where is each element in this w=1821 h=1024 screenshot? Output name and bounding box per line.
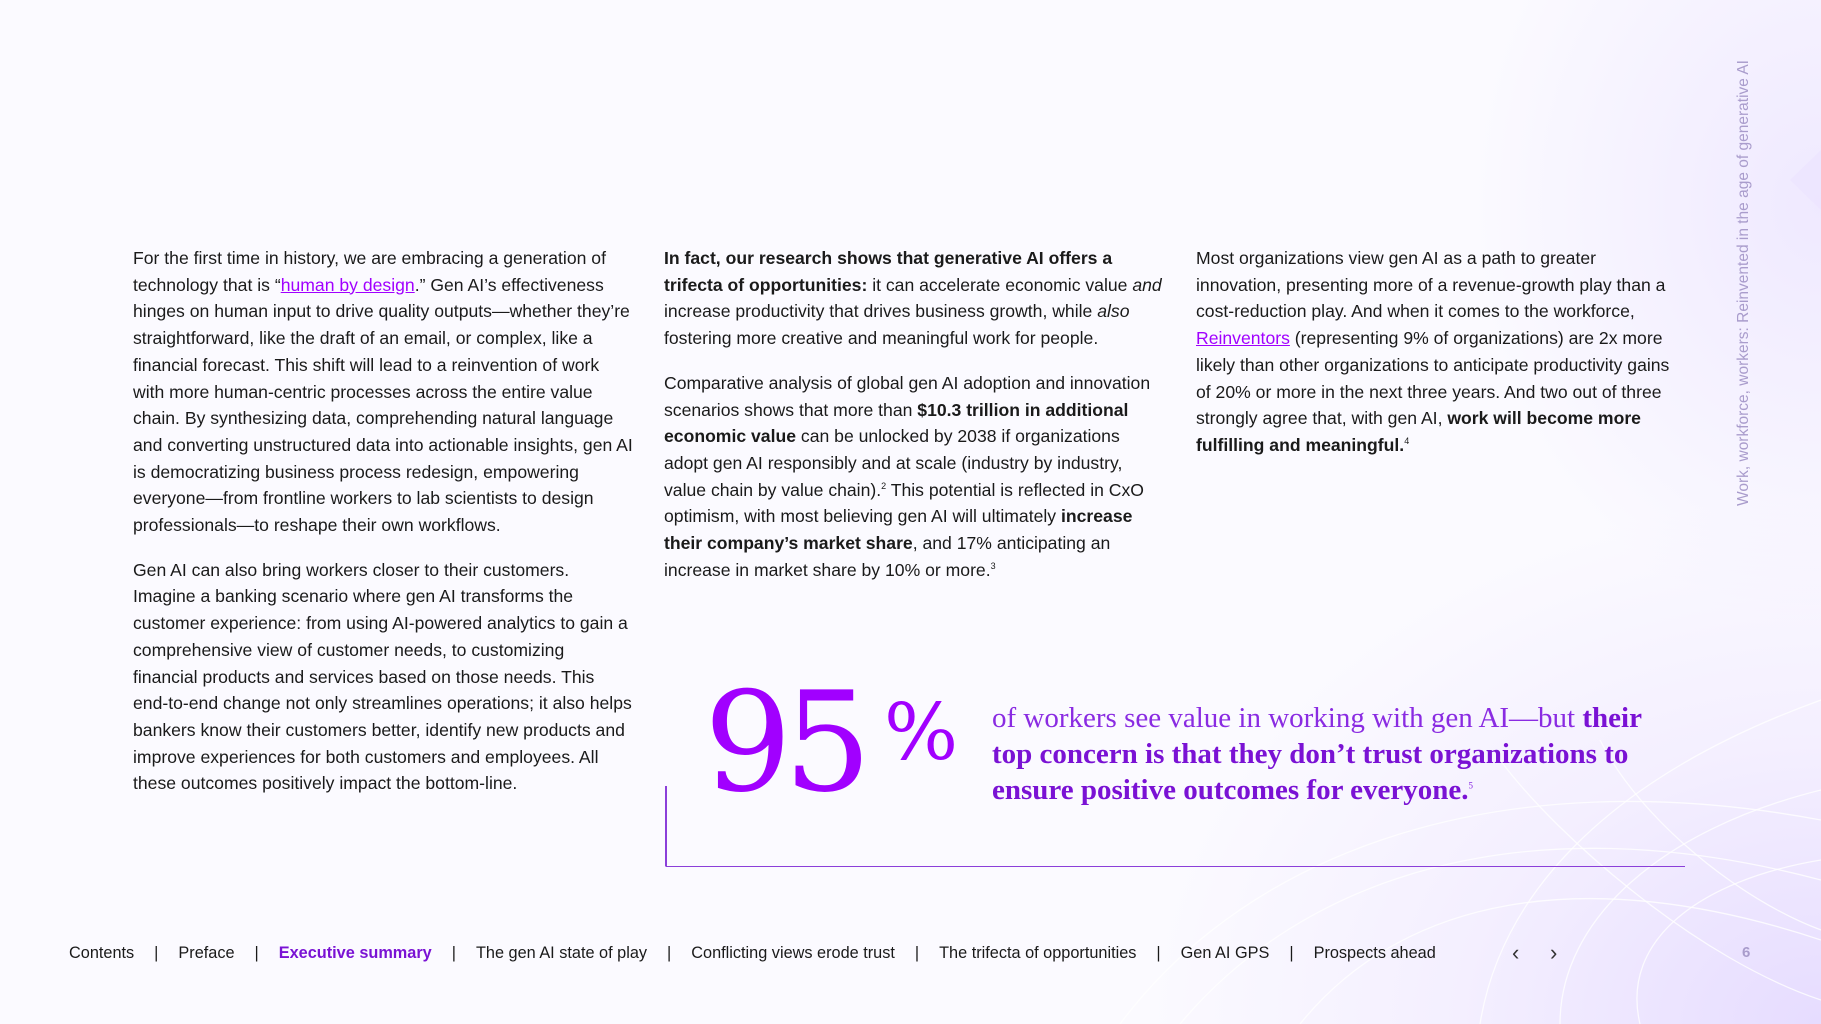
paragraph-banking-scenario: Gen AI can also bring workers closer to their customers. Imagine a banking scenario where gen AI transforms the customer experience: from using AI-powered analytics to gain a comprehensive view of customer needs, to customizing financial products and services based on those needs. This end-to-end change not only streamlines operations; it also helps bankers know their customers better, identify new products and improve experiences for both customers and employees. All these outcomes positively impact the bottom-line. bbox=[133, 559, 632, 794]
nav-separator: | bbox=[254, 943, 259, 962]
footnote-4[interactable]: 4 bbox=[1404, 436, 1410, 447]
stat-callout-left-rule bbox=[665, 786, 667, 866]
stat-percent-sign: % bbox=[884, 688, 959, 778]
nav-gen-ai-gps[interactable]: Gen AI GPS bbox=[1180, 943, 1270, 962]
column-left bbox=[133, 245, 633, 815]
previous-page-arrow-icon[interactable]: ‹ bbox=[1512, 940, 1520, 965]
nav-separator: | bbox=[1156, 943, 1161, 962]
nav-executive-summary[interactable]: Executive summary bbox=[278, 943, 432, 962]
nav-preface[interactable]: Preface bbox=[178, 943, 235, 962]
paragraph-reinventors: Most organizations view gen AI as a path to greater innovation, presenting more of a revenue-growth play than a cost-reduction play. And when it comes to the workforce, Reinventors (representing 9% of organizations) are 2x more likely than other organizations to anticipate productivity gains of 20% or more in the next three years. And two out of three strongly agree that, with gen AI, work will become more fulfilling and meaningful.$^4$ bbox=[1196, 248, 1670, 455]
paragraph-economic-value: Comparative analysis of global gen AI adoption and innovation scenarios shows that more than $10.3 trillion in additional economic value can be unlocked by 2038 if organizations adopt gen AI responsibly and at scale (industry by industry, value chain by value chain).$^2$ This potential is reflected in CxO optimism, with most believing gen AI will ultimately increase their company’s market share, and 17% anticipating an increase in market share by 10% or more.$^3$ bbox=[664, 372, 1151, 580]
report-side-title: Work, workforce, workers: Reinvented in the age of generative AI bbox=[1735, 60, 1752, 506]
page-number: 6 bbox=[1742, 944, 1751, 961]
next-page-arrow-icon[interactable]: › bbox=[1550, 940, 1558, 965]
nav-trifecta[interactable]: The trifecta of opportunities bbox=[939, 943, 1137, 962]
nav-gen-ai-state-of-play[interactable]: The gen AI state of play bbox=[475, 943, 648, 962]
footnote-3[interactable]: 3 bbox=[990, 560, 996, 571]
column-middle bbox=[664, 245, 1164, 601]
paragraph-human-by-design: For the first time in history, we are embracing a generation of technology that is “human by design.” Gen AI’s effectiveness hinges on human input to drive quality outputs—whether they’re straightforward, like the draft of an email, or complex, like a financial forecast. This shift will lead to a reinvention of work with more human-centric processes across the entire value chain. By synthesizing data, comprehending natural language and converting unstructured data into actionable insights, gen AI is democratizing business process redesign, empowering everyone—from frontline workers to lab scientists to design professionals—to reshape their own workflows. bbox=[133, 248, 633, 536]
nav-separator: | bbox=[451, 943, 456, 962]
nav-separator: | bbox=[914, 943, 920, 962]
footnote-5[interactable]: 5 bbox=[1468, 780, 1474, 791]
column-right bbox=[1196, 245, 1676, 477]
footnote-2[interactable]: 2 bbox=[881, 480, 887, 491]
paragraph-trifecta: In fact, our research shows that generative AI offers a trifecta of opportunities: it can accelerate economic value and increase productivity that drives business growth, while also fostering more creative and meaningful work for people. bbox=[664, 248, 1162, 349]
nav-contents[interactable]: Contents bbox=[69, 943, 135, 962]
nav-separator: | bbox=[154, 943, 159, 962]
nav-separator: | bbox=[667, 943, 672, 962]
nav-prospects-ahead[interactable]: Prospects ahead bbox=[1313, 943, 1436, 962]
nav-conflicting-views[interactable]: Conflicting views erode trust bbox=[691, 943, 895, 962]
reinventors-link[interactable]: Reinventors bbox=[1196, 328, 1290, 349]
human-by-design-link[interactable]: human by design bbox=[280, 274, 415, 295]
footer-navigation bbox=[69, 940, 1436, 966]
nav-separator: | bbox=[1289, 943, 1294, 962]
stat-number: 95 bbox=[704, 662, 864, 823]
stat-description: of workers see value in working with gen AI—but their top concern is that they don’t trust organizations to ensure positive outcomes for everyone.$^5$ bbox=[992, 702, 1642, 806]
